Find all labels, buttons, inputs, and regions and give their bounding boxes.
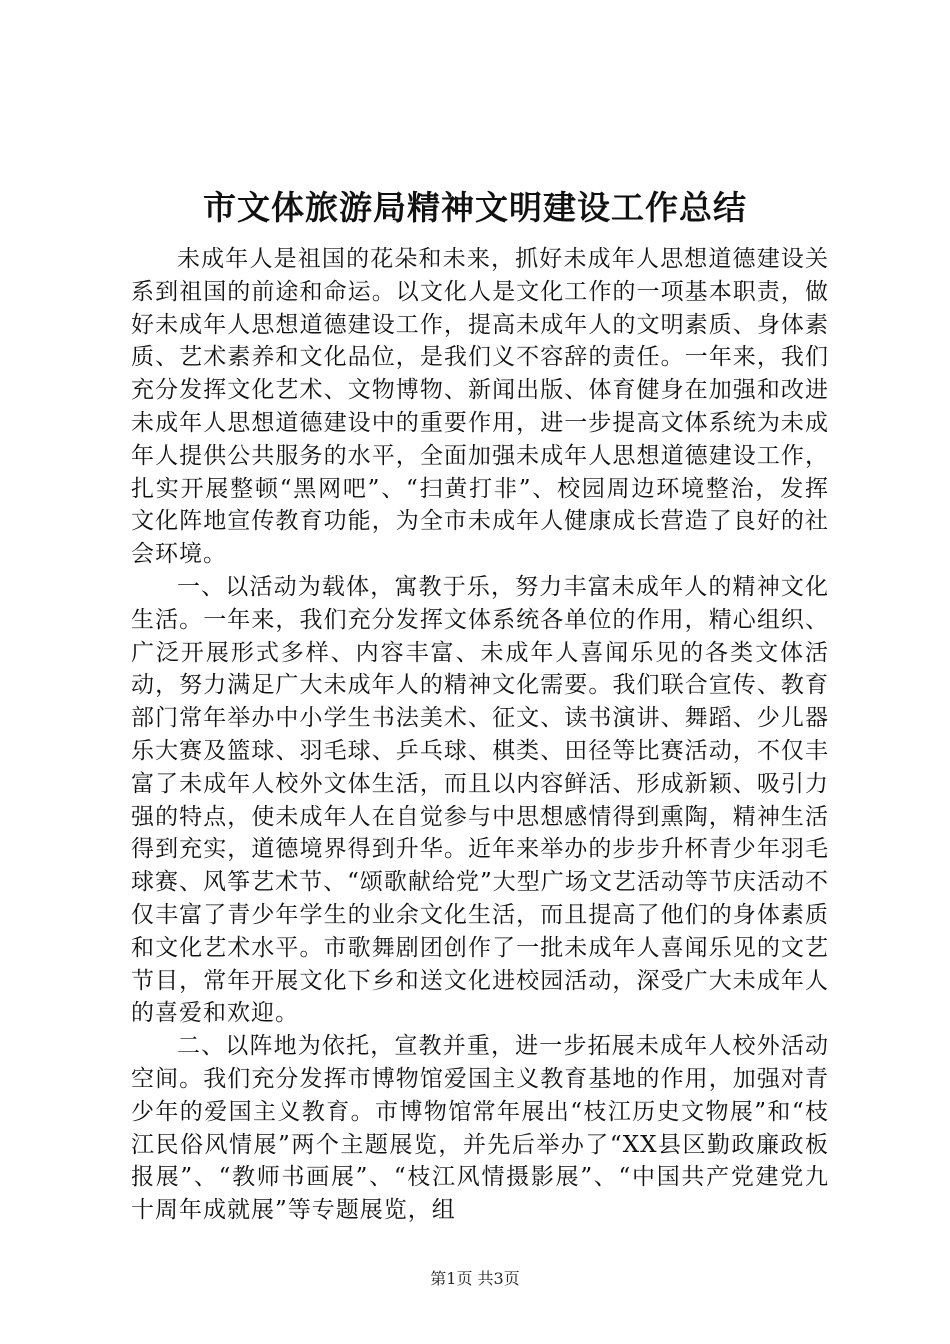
page-title: 市文体旅游局精神文明建设工作总结 — [203, 188, 747, 227]
page-number-footer: 第1页 共3页 — [430, 1269, 520, 1288]
paragraph-intro: 未成年人是祖国的花朵和未来，抓好未成年人思想道德建设关系到祖国的前途和命运。以文化人是文化工作的一项基本职责，做好未成年人思想道德建设工作，提高未成年人的文明素质、身体素质、艺术素养和文化品位，是我们义不容辞的责任。一年来，我们充分发挥文化艺术、文物博物、新闻出版、体育健身在加强和改进未成年人思想道德建设中的重要作用，进一步提高文体系统为未成年人提供公共服务的水平，全面加强未成年人思想道德建设工作，扎实开展整顿“黑网吧”、“扫黄打非”、校园周边环境整治，发挥文化阵地宣传教育功能，为全市未成年人健康成长营造了良好的社会环境。 — [131, 246, 829, 568]
paragraph-section-two: 二、以阵地为依托，宣教并重，进一步拓展未成年人校外活动空间。我们充分发挥市博物馆爱国主义教育基地的作用，加强对青少年的爱国主义教育。市博物馆常年展出“枝江历史文物展”和“枝江民俗风情展”两个主题展览，并先后举办了“XX县区勤政廉政板报展”、“教师书画展”、“枝江风情摄影展”、“中国共产党建党九十周年成就展”等专题展览，组 — [131, 1033, 829, 1224]
document-body — [131, 243, 829, 1227]
paragraph-section-one: 一、以活动为载体，寓教于乐，努力丰富未成年人的精神文化生活。一年来，我们充分发挥文体系统各单位的作用，精心组织、广泛开展形式多样、内容丰富、未成年人喜闻乐见的各类文体活动，努力满足广大未成年人的精神文化需要。我们联合宣传、教育部门常年举办中小学生书法美术、征文、读书演讲、舞蹈、少儿器乐大赛及篮球、羽毛球、乒乓球、棋类、田径等比赛活动，不仅丰富了未成年人校外文体生活，而且以内容鲜活、形成新颖、吸引力强的特点，使未成年人在自觉参与中思想感情得到熏陶，精神生活得到充实，道德境界得到升华。近年来举办的步步升杯青少年羽毛球赛、风筝艺术节、“颂歌献给党”大型广场文艺活动等节庆活动不仅丰富了青少年学生的业余文化生活，而且提高了他们的身体素质和文化艺术水平。市歌舞剧团创作了一批未成年人喜闻乐见的文艺节目，常年开展文化下乡和送文化进校园活动，深受广大未成年人的喜爱和欢迎。 — [131, 573, 829, 1027]
